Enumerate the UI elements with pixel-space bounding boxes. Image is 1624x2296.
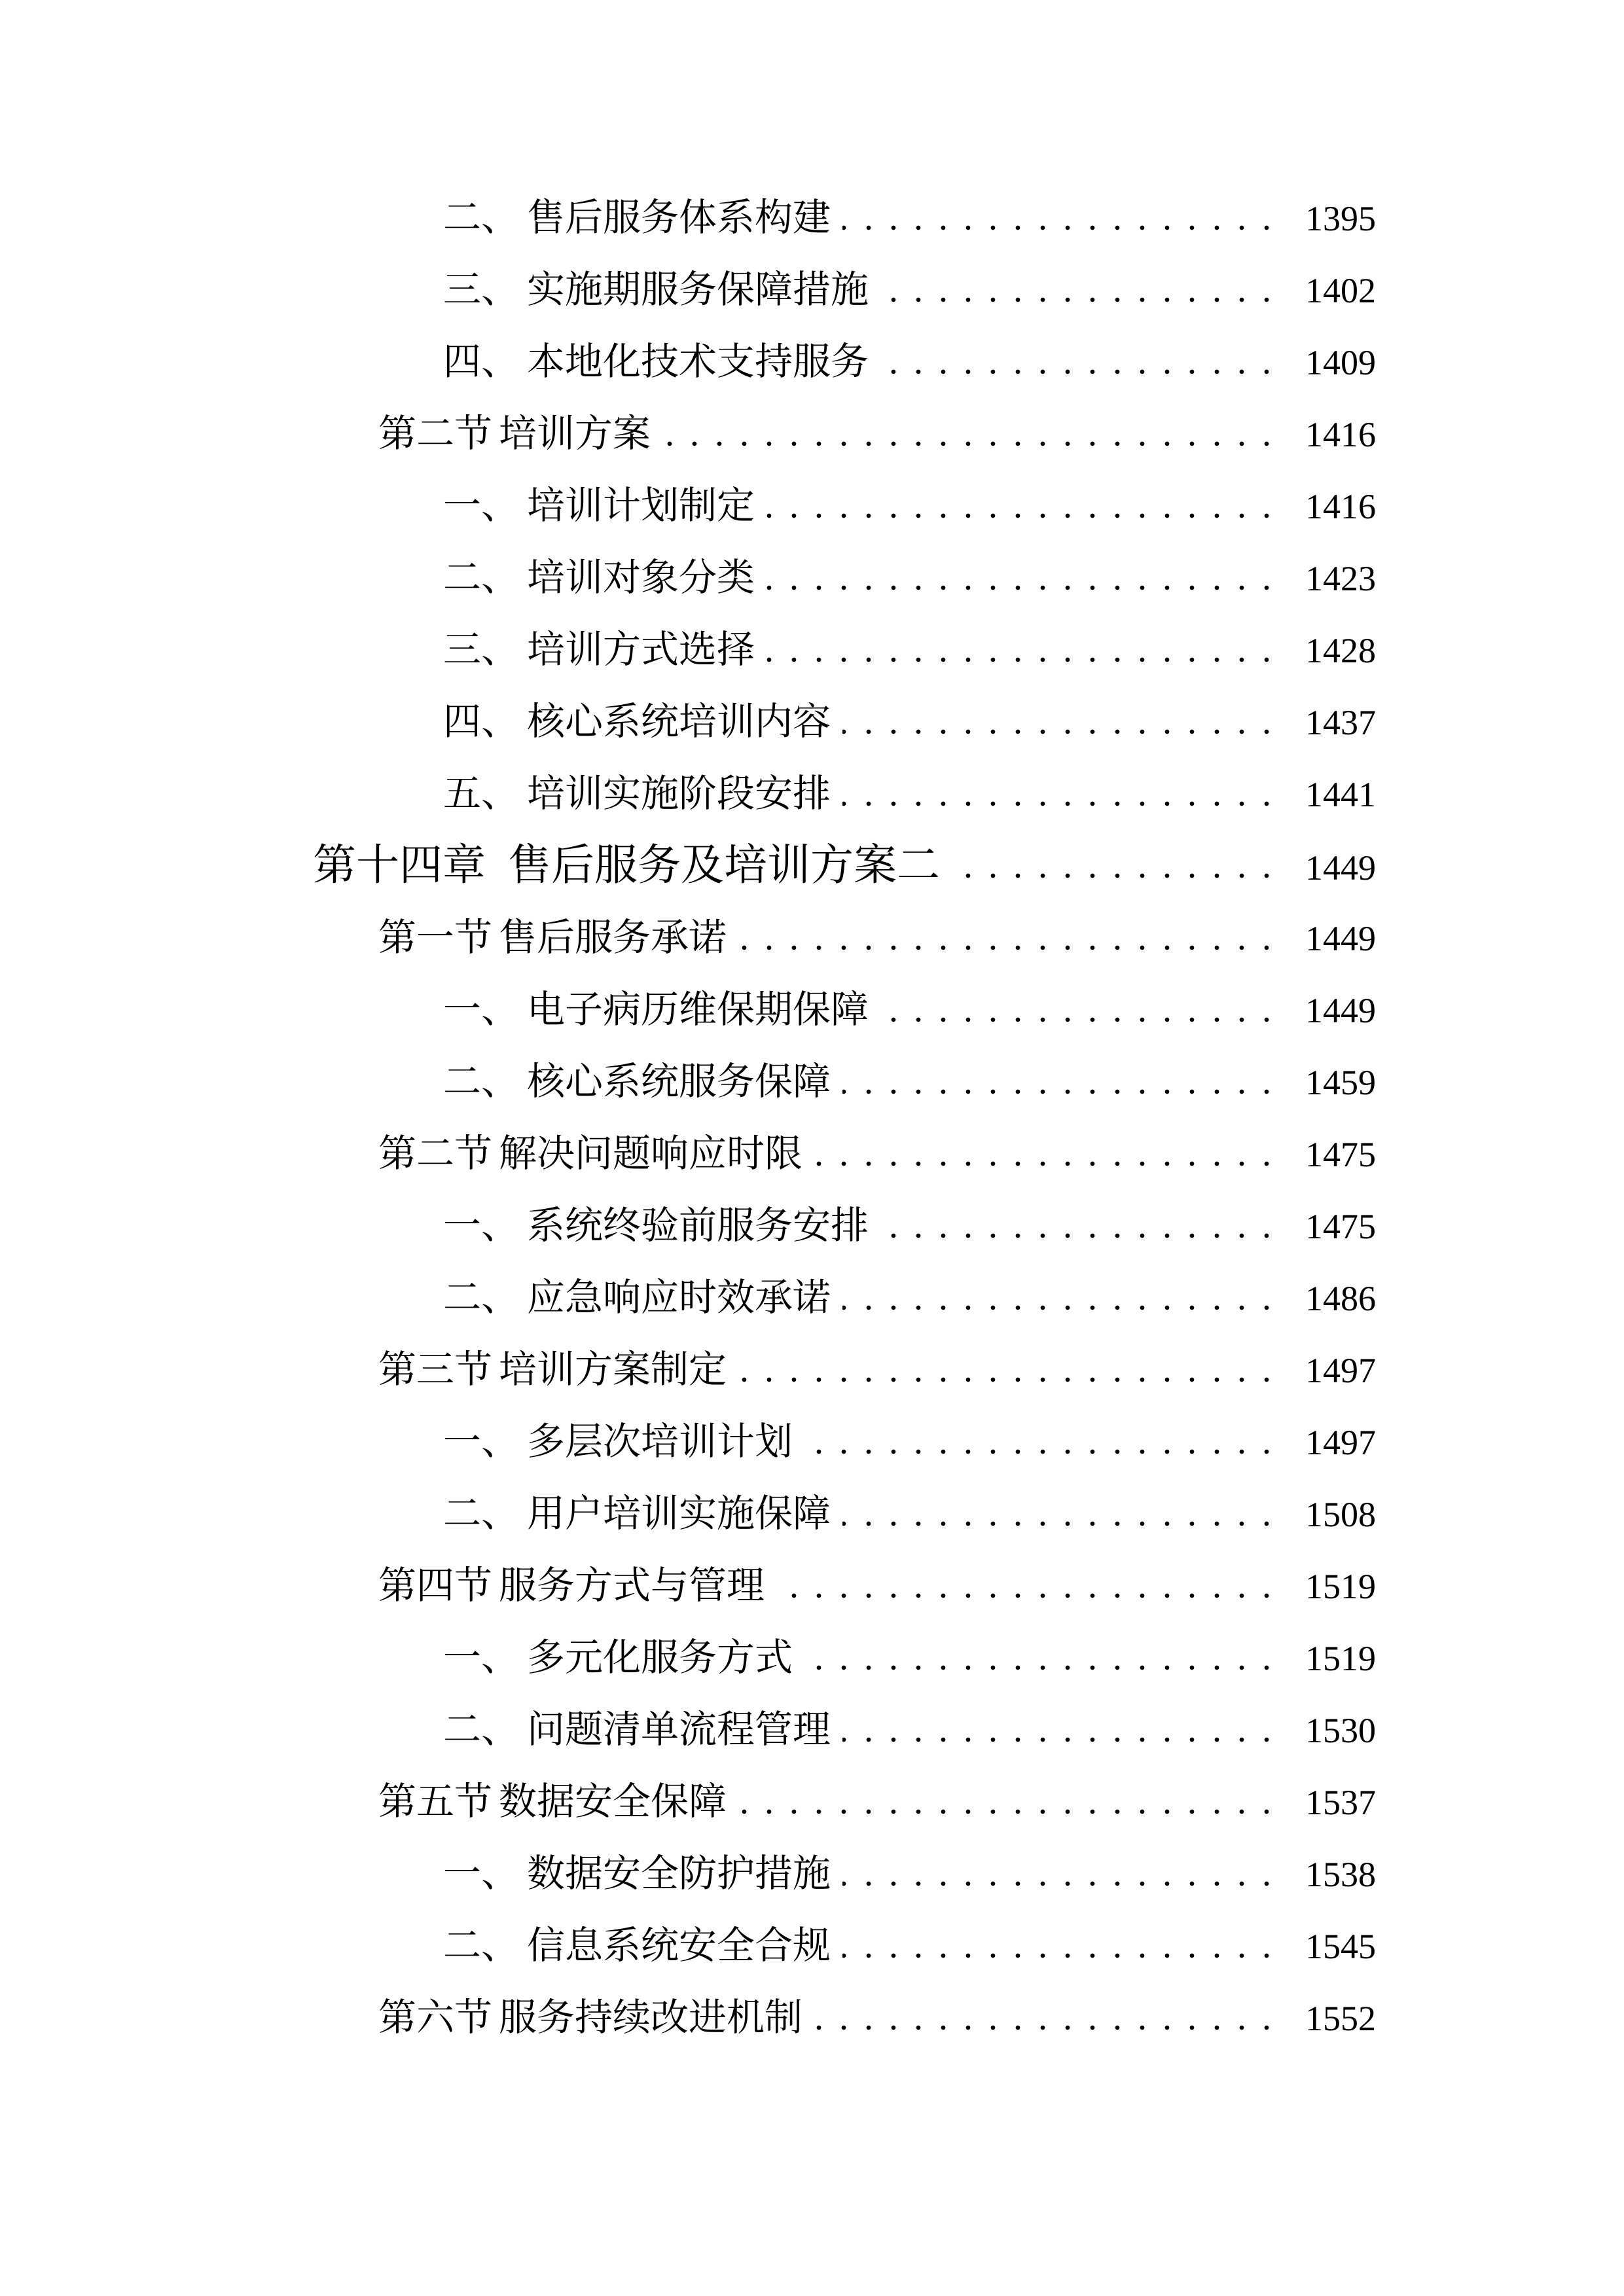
- toc-entry-title: 应急响应时效承诺: [527, 1276, 831, 1319]
- toc-entry-title: 用户培训实施保障: [527, 1492, 831, 1535]
- toc-entry-number: 二、: [443, 1276, 520, 1319]
- toc-entry[interactable]: [378, 902, 1376, 974]
- toc-entry[interactable]: [443, 254, 1376, 326]
- dot-leader: [952, 830, 1279, 902]
- toc-entry-number: 二、: [443, 1708, 520, 1751]
- toc-entry-page: 1449: [1305, 991, 1376, 1030]
- toc-entry-page: 1449: [1305, 848, 1376, 888]
- toc-entry[interactable]: [443, 1694, 1376, 1766]
- toc-entry-page: 1475: [1305, 1135, 1376, 1174]
- toc-entry[interactable]: [443, 686, 1376, 758]
- dot-leader: [804, 1406, 1279, 1478]
- toc-entry-number: 第六节: [378, 1996, 493, 2039]
- toc-entry-title: 电子病历维保期保障: [527, 988, 869, 1031]
- dot-leader: [738, 1334, 1279, 1406]
- toc-entry-title: 问题清单流程管理: [527, 1708, 831, 1751]
- toc-entry[interactable]: [443, 326, 1376, 398]
- dot-leader: [662, 398, 1279, 470]
- toc-entry-page: 1459: [1305, 1063, 1376, 1102]
- toc-entry-number: 第五节: [378, 1780, 493, 1823]
- toc-entry-page: 1395: [1305, 199, 1376, 238]
- toc-entry-number: 四、: [443, 700, 520, 743]
- toc-entry-number: 一、: [443, 484, 520, 527]
- toc-entry-number: 二、: [443, 556, 520, 599]
- toc-entry-number: 五、: [443, 772, 520, 815]
- toc-entry-number: 一、: [443, 1636, 520, 1679]
- toc-entry-page: 1423: [1305, 559, 1376, 598]
- dot-leader: [842, 1838, 1279, 1910]
- toc-entry-page: 1530: [1305, 1711, 1376, 1750]
- dot-leader: [842, 1262, 1279, 1334]
- toc-entry-number: 三、: [443, 268, 520, 311]
- toc-entry-title: 核心系统服务保障: [527, 1060, 831, 1103]
- toc-entry[interactable]: [443, 974, 1376, 1046]
- toc-entry-number: 第三节: [378, 1348, 493, 1391]
- toc-entry-title: 信息系统安全合规: [527, 1924, 831, 1967]
- toc-entry-page: 1409: [1305, 343, 1376, 382]
- toc-entry-page: 1441: [1305, 775, 1376, 814]
- dot-leader: [842, 182, 1279, 254]
- toc-entry[interactable]: [443, 542, 1376, 614]
- toc-entry-number: 第二节: [378, 412, 493, 455]
- toc-entry-title: 数据安全防护措施: [527, 1852, 831, 1895]
- toc-entry-page: 1519: [1305, 1567, 1376, 1606]
- toc-entry[interactable]: [313, 830, 1376, 902]
- toc-entry-page: 1428: [1305, 631, 1376, 670]
- dot-leader: [814, 1982, 1279, 2054]
- toc-entry-title: 培训方案制定: [499, 1348, 727, 1391]
- dot-leader: [767, 542, 1279, 614]
- dot-leader: [842, 1046, 1279, 1118]
- dot-leader: [842, 686, 1279, 758]
- toc-entry[interactable]: [443, 614, 1376, 686]
- toc-entry[interactable]: [443, 758, 1376, 830]
- toc-entry-title: 培训方案: [499, 412, 651, 455]
- toc-entry-title: 核心系统培训内容: [527, 700, 831, 743]
- toc-entry-title: 培训实施阶段安排: [527, 772, 831, 815]
- toc-entry[interactable]: [378, 398, 1376, 470]
- toc-entry-title: 售后服务及培训方案二: [508, 842, 940, 889]
- toc-entry-title: 本地化技术支持服务: [527, 340, 869, 383]
- toc-entry[interactable]: [443, 1622, 1376, 1694]
- dot-leader: [842, 1910, 1279, 1982]
- toc-entry-title: 售后服务体系构建: [527, 196, 831, 239]
- toc-entry-page: 1437: [1305, 703, 1376, 742]
- dot-leader: [738, 902, 1279, 974]
- toc-entry-number: 第四节: [378, 1564, 493, 1607]
- toc-entry[interactable]: [443, 1406, 1376, 1478]
- dot-leader: [842, 1694, 1279, 1766]
- dot-leader: [842, 1478, 1279, 1550]
- toc-entry-page: 1416: [1305, 487, 1376, 526]
- toc-entry-title: 系统终验前服务安排: [527, 1204, 869, 1247]
- toc-entry-title: 数据安全保障: [499, 1780, 727, 1823]
- toc-entry-page: 1545: [1305, 1927, 1376, 1966]
- toc-entry-title: 培训计划制定: [527, 484, 755, 527]
- toc-entry[interactable]: [443, 1262, 1376, 1334]
- toc-entry-title: 服务持续改进机制: [499, 1996, 803, 2039]
- toc-entry-title: 培训方式选择: [527, 628, 755, 671]
- dot-leader: [842, 758, 1279, 830]
- toc-entry-number: 第二节: [378, 1132, 493, 1175]
- toc-entry-number: 一、: [443, 988, 520, 1031]
- toc-entry-number: 一、: [443, 1420, 520, 1463]
- toc-entry[interactable]: [443, 1910, 1376, 1982]
- toc-entry-page: 1497: [1305, 1351, 1376, 1390]
- dot-leader: [738, 1766, 1279, 1838]
- toc-entry-page: 1475: [1305, 1207, 1376, 1246]
- toc-entry-page: 1538: [1305, 1855, 1376, 1894]
- toc-entry-page: 1508: [1305, 1495, 1376, 1534]
- toc-entry[interactable]: [443, 1046, 1376, 1118]
- dot-leader: [804, 1622, 1279, 1694]
- toc-entry-title: 培训对象分类: [527, 556, 755, 599]
- dot-leader: [814, 1118, 1279, 1190]
- toc-entry[interactable]: [378, 1334, 1376, 1406]
- toc-entry[interactable]: [443, 1190, 1376, 1262]
- toc-entry-page: 1552: [1305, 1999, 1376, 2038]
- toc-entry-page: 1486: [1305, 1279, 1376, 1318]
- toc-entry-page: 1519: [1305, 1639, 1376, 1678]
- toc-entry-number: 一、: [443, 1204, 520, 1247]
- toc-entry-page: 1497: [1305, 1423, 1376, 1462]
- toc-entry[interactable]: [443, 1838, 1376, 1910]
- toc-entry-title: 实施期服务保障措施: [527, 268, 869, 311]
- toc-entry-page: 1537: [1305, 1783, 1376, 1822]
- dot-leader: [880, 326, 1279, 398]
- dot-leader: [880, 1190, 1279, 1262]
- toc-entry-number: 二、: [443, 196, 520, 239]
- toc-entry-number: 二、: [443, 1060, 520, 1103]
- toc-entry-title: 服务方式与管理: [499, 1564, 765, 1607]
- dot-leader: [880, 974, 1279, 1046]
- toc-entry-page: 1449: [1305, 919, 1376, 958]
- toc-entry-number: 二、: [443, 1924, 520, 1967]
- toc-entry[interactable]: [443, 470, 1376, 542]
- dot-leader: [767, 470, 1279, 542]
- toc-entry-number: 三、: [443, 628, 520, 671]
- dot-leader: [880, 254, 1279, 326]
- toc-entry[interactable]: [443, 1478, 1376, 1550]
- toc-entry[interactable]: [443, 182, 1376, 254]
- dot-leader: [767, 614, 1279, 686]
- toc-entry-title: 多元化服务方式: [527, 1636, 793, 1679]
- toc-entry-number: 第一节: [378, 916, 493, 959]
- toc-entry-number: 四、: [443, 340, 520, 383]
- toc-entry[interactable]: [378, 1118, 1376, 1190]
- toc-entry[interactable]: [378, 1982, 1376, 2054]
- toc-entry-number: 第十四章: [313, 842, 486, 889]
- toc-entry-title: 多层次培训计划: [527, 1420, 793, 1463]
- toc-entry-number: 一、: [443, 1852, 520, 1895]
- toc-entry-page: 1402: [1305, 271, 1376, 310]
- toc-entry[interactable]: [378, 1766, 1376, 1838]
- toc-entry-title: 解决问题响应时限: [499, 1132, 803, 1175]
- toc-entry[interactable]: [378, 1550, 1376, 1622]
- dot-leader: [776, 1550, 1279, 1622]
- toc-entry-number: 二、: [443, 1492, 520, 1535]
- toc-entry-title: 售后服务承诺: [499, 916, 727, 959]
- toc-entry-page: 1416: [1305, 415, 1376, 454]
